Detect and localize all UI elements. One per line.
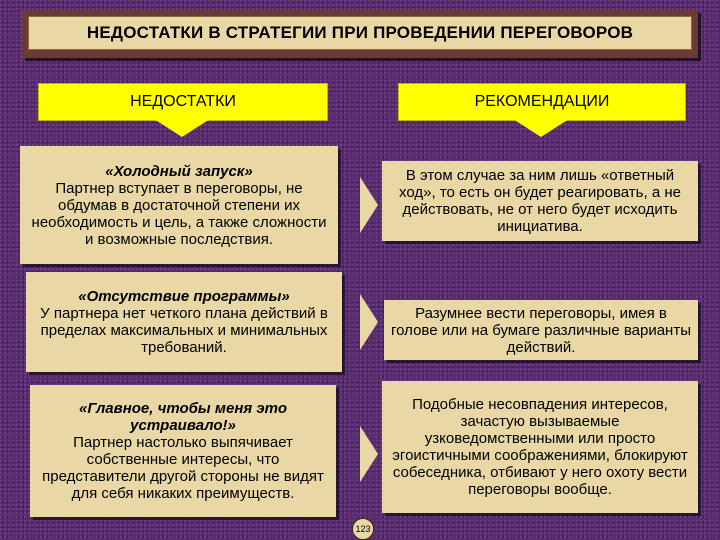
page-number: 123: [352, 518, 374, 540]
recommendation-text-1: В этом случае за ним лишь «ответный ход», то есть он будет реагировать, а не действовать, не от него будет исходить инициатива.: [399, 167, 681, 235]
shortcoming-text-1: Партнер вступает в переговоры, не обдумав в достаточной степени их необходимость и цель, а также сложности и возможные последствия.: [31, 179, 327, 248]
shortcoming-title-2: «Отсутствие программы»: [78, 288, 290, 305]
recommendation-box-3: [382, 381, 698, 513]
shortcoming-title-3: «Главное, чтобы меня это устраивало!»: [78, 400, 287, 434]
row-arrow-3: [360, 426, 378, 482]
shortcoming-box-3: [30, 385, 336, 517]
recommendation-box-2: [384, 300, 698, 360]
header-recommendations-arrow: [513, 119, 569, 137]
shortcoming-box-1: [20, 146, 338, 264]
shortcoming-title-1: «Холодный запуск»: [105, 162, 253, 180]
page-title: НЕДОСТАТКИ В СТРАТЕГИИ ПРИ ПРОВЕДЕНИИ ПЕРЕГОВОРОВ: [28, 16, 692, 50]
recommendation-box-1: [382, 161, 698, 241]
title-bar: [22, 10, 698, 58]
recommendation-text-3: Подобные несовпадения интересов, зачастую вызываемые узковедомственными или просто эгоистичными соображениями, блокируют собеседника, отбивают у него охоту вести переговоры вообще.: [392, 396, 688, 498]
row-arrow-2: [360, 294, 378, 350]
shortcoming-text-2: У партнера нет четкого плана действий в пределах максимальных и минимальных требований.: [40, 305, 328, 356]
shortcoming-text-3: Партнер настолько выпячивает собственные интересы, что представители другой стороны не видят для себя никаких преимуществ.: [42, 434, 324, 502]
shortcoming-box-2: [26, 272, 342, 372]
header-shortcomings: НЕДОСТАТКИ: [38, 83, 328, 121]
header-recommendations: РЕКОМЕНДАЦИИ: [398, 83, 686, 121]
row-arrow-1: [360, 177, 378, 233]
recommendation-text-2: Разумнее вести переговоры, имея в голове или на бумаге различные варианты действий.: [391, 304, 691, 356]
header-shortcomings-arrow: [154, 119, 210, 137]
